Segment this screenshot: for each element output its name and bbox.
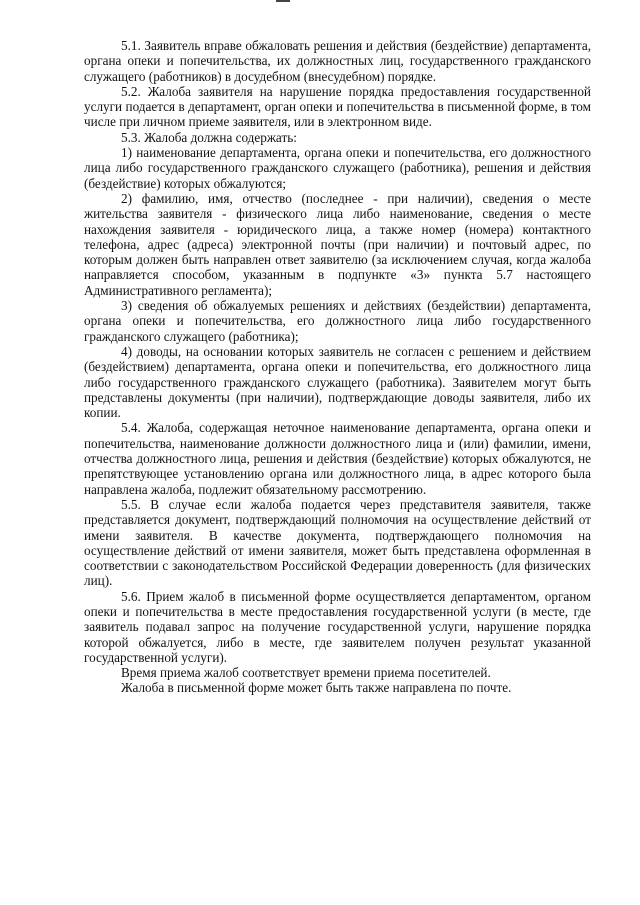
paragraph-5-3-item-3: 3) сведения об обжалуемых решениях и действиях (бездействии) департамента, органа опеки и попечительства, его должностного лица либо государственного гражданского служащего (работника); xyxy=(84,298,591,344)
paragraph-5-2: 5.2. Жалоба заявителя на нарушение порядка предоставления государственной услуги подается в департамент, орган опеки и попечительства в письменной форме, в том числе при личном приеме заявителя, или в электронном виде. xyxy=(84,83,591,130)
paragraph-5-5: 5.5. В случае если жалоба подается через представителя заявителя, также представляется документ, подтверждающий полномочия на осуществление действий от имени заявителя. В качестве документа, подтверждающего полномочия на осуществление действий от имени заявителя, может быть представлена оформленная в соответствии с законодательством Российской Федерации доверенность (для физических лиц). xyxy=(84,496,591,589)
paragraph-5-3-item-4: 4) доводы, на основании которых заявитель не согласен с решением и действием (бездействием) департамента, органа опеки и попечительства, его должностного лица либо государственного гражданского служащего (работника). Заявителем могут быть представлены документы (при наличии), подтверждающие доводы заявителя, либо их копии. xyxy=(84,343,591,421)
paragraph-reception-time: Время приема жалоб соответствует времени приема посетителей. xyxy=(121,665,491,681)
document-body xyxy=(84,38,591,696)
paragraph-5-3-item-2: 2) фамилию, имя, отчество (последнее - при наличии), сведения о месте жительства заявителя - физического лица либо наименование, сведения о месте нахождения заявителя - юридического лица, а также номер (номера) контактного телефона, адрес (адреса) электронной почты (при наличии) и почтовый адрес, по которым должен быть направлен ответ заявителю (за исключением случая, когда жалоба направляется способом, указанным в подпункте «3» пункта 5.7 настоящего Административного регламента); xyxy=(84,190,591,298)
paragraph-5-3: 5.3. Жалоба должна содержать: xyxy=(121,129,297,145)
paragraph-5-1: 5.1. Заявитель вправе обжаловать решения и действия (бездействие) департамента, органа опеки и попечительства, их должностных лиц, государственного гражданского служащего (работников) в досудебном (внесудебном) порядке. xyxy=(84,38,591,84)
paragraph-5-4: 5.4. Жалоба, содержащая неточное наименование департамента, органа опеки и попечительства, наименование должности должностного лица и (или) фамилии, имени, отчества должностного лица, решения и действия (бездействие) которых обжалуются, не препятствующее установлению органа или должностного лица, в адрес которого была направлена жалоба, подлежит обязательному рассмотрению. xyxy=(84,420,591,497)
paragraph-5-6: 5.6. Прием жалоб в письменной форме осуществляется департаментом, органом опеки и попечительства в месте предоставления государственной услуги (в месте, где заявитель подавал запрос на получение государственной услуги, нарушение порядка которой обжалуется, либо в месте, где заявителем получен результат указанной государственной услуги). xyxy=(84,588,591,665)
paragraph-postal-complaint: Жалоба в письменной форме может быть также направлена по почте. xyxy=(121,680,512,696)
page-top-mark xyxy=(276,0,290,2)
paragraph-5-3-item-1: 1) наименование департамента, органа опеки и попечительства, его должностного лица либо государственного гражданского служащего (работника), решения и действия (бездействие) которых обжалуются; xyxy=(84,145,591,191)
